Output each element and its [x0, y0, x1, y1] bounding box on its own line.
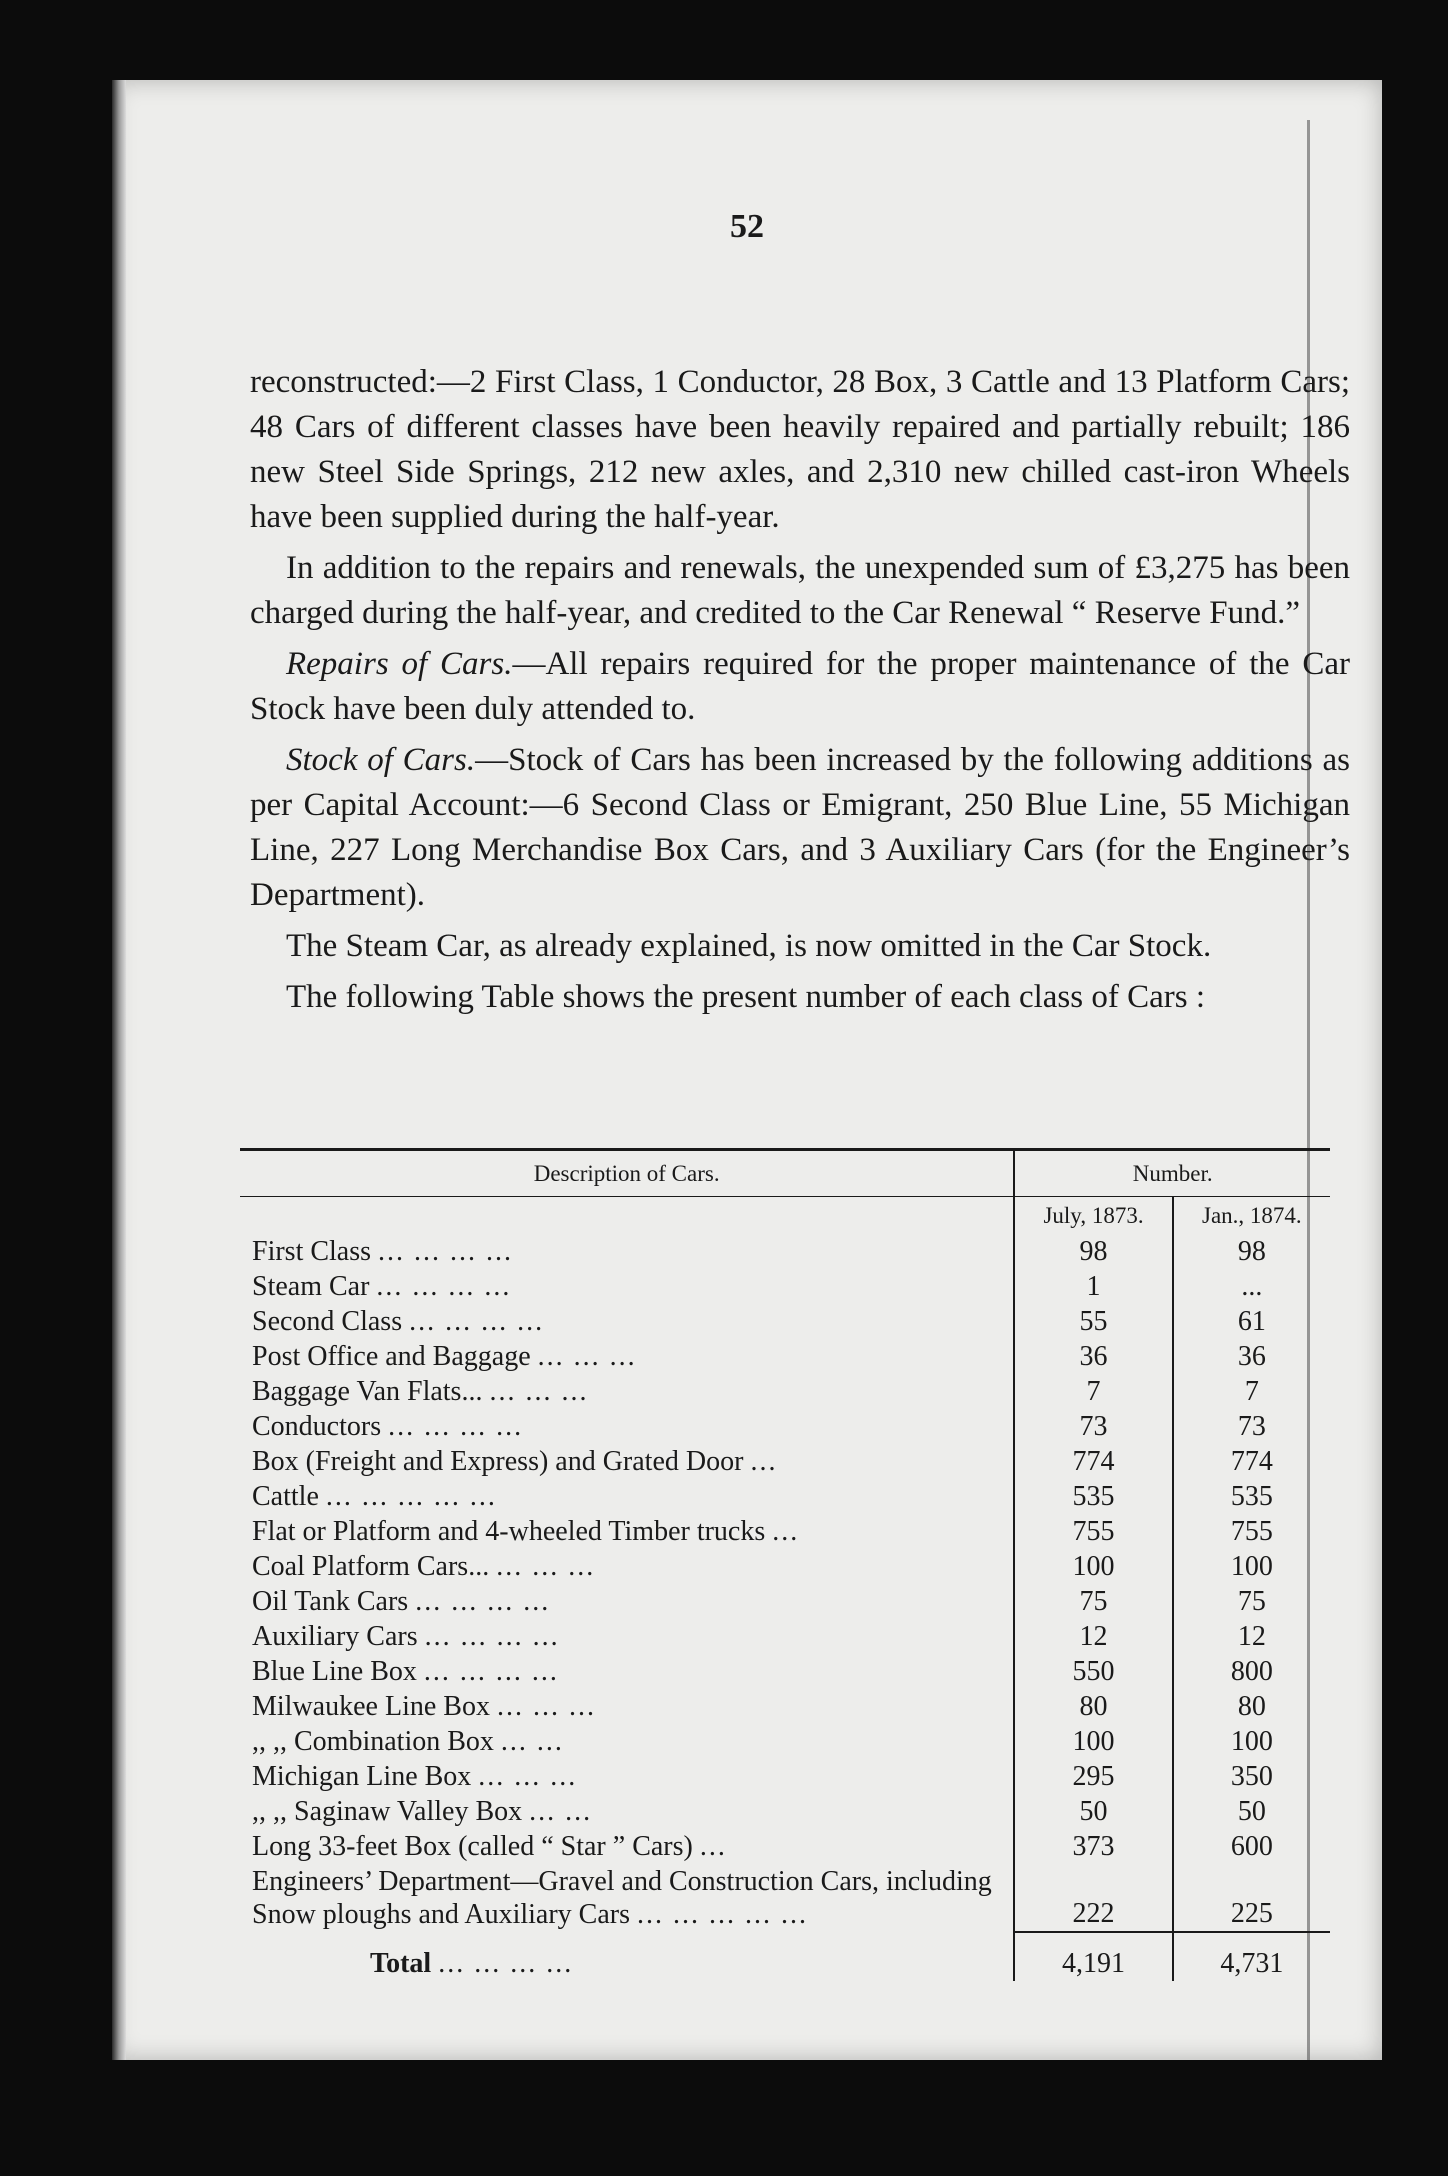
row-label: First Class	[252, 1236, 372, 1267]
row-july-1873: 73	[1014, 1409, 1172, 1444]
table-row	[240, 1759, 1330, 1794]
row-leader-dots: ... ... ...	[496, 1551, 596, 1582]
paragraph-steam-car: The Steam Car, as already explained, is now omitted in the Car Stock.	[286, 928, 1212, 964]
row-label: ,, ,, Saginaw Valley Box	[252, 1796, 523, 1827]
table-row	[240, 1269, 1330, 1304]
row-label: Second Class	[252, 1306, 403, 1337]
table-row	[240, 1584, 1330, 1619]
table-row	[240, 1864, 1330, 1932]
row-description	[240, 1759, 1014, 1794]
row-description	[240, 1269, 1014, 1304]
row-july-1873: 98	[1014, 1234, 1172, 1269]
body-text	[250, 360, 1350, 1026]
row-label: Michigan Line Box	[252, 1761, 472, 1792]
row-description	[240, 1654, 1014, 1689]
total-leader-dots: ... ... ... ...	[438, 1947, 574, 1979]
row-jan-1874: 36	[1173, 1339, 1330, 1374]
paragraph-repairs	[250, 642, 1350, 732]
row-jan-1874: 350	[1173, 1759, 1330, 1794]
table-row	[240, 1549, 1330, 1584]
table-row	[240, 1234, 1330, 1269]
row-july-1873: 50	[1014, 1794, 1172, 1829]
row-july-1873: 55	[1014, 1304, 1172, 1339]
row-jan-1874: 225	[1173, 1864, 1330, 1932]
row-july-1873: 373	[1014, 1829, 1172, 1864]
row-description	[240, 1514, 1014, 1549]
row-description	[240, 1794, 1014, 1829]
row-july-1873: 535	[1014, 1479, 1172, 1514]
row-leader-dots: ... ... ... ... ...	[325, 1481, 497, 1512]
table-row	[240, 1304, 1330, 1339]
row-description	[240, 1619, 1014, 1654]
row-leader-dots: ... ...	[529, 1796, 593, 1827]
table-row	[240, 1514, 1330, 1549]
row-description	[240, 1689, 1014, 1724]
row-description	[240, 1409, 1014, 1444]
repairs-heading: Repairs of Cars.	[286, 646, 513, 682]
row-jan-1874: 50	[1173, 1794, 1330, 1829]
row-leader-dots: ... ... ... ...	[423, 1656, 559, 1687]
row-jan-1874: 600	[1173, 1829, 1330, 1864]
page-edge	[112, 80, 126, 2060]
table-row	[240, 1689, 1330, 1724]
row-description	[240, 1584, 1014, 1619]
paragraph-reserve-fund: In addition to the repairs and renewals, the unexpended sum of £3,275 has been charged during the half-year, and credited to the Car Renewal “ Reserve Fund.”	[250, 550, 1350, 631]
row-jan-1874: ...	[1173, 1269, 1330, 1304]
row-jan-1874: 73	[1173, 1409, 1330, 1444]
table-row	[240, 1724, 1330, 1759]
row-july-1873: 550	[1014, 1654, 1172, 1689]
row-leader-dots: ...	[772, 1516, 800, 1547]
row-july-1873: 80	[1014, 1689, 1172, 1724]
row-label: Steam Car	[252, 1271, 370, 1302]
paragraph-reconstructed: reconstructed:—2 First Class, 1 Conductor, 28 Box, 3 Cattle and 13 Platform Cars; 48 Cars of different classes have been heavily repaired and partially rebuilt; 186 new Steel Side Springs, 212 new axles, and 2,310 new chilled cast-iron Wheels have been supplied during the half-year.	[250, 364, 1350, 535]
row-leader-dots: ...	[699, 1831, 727, 1862]
table-row	[240, 1654, 1330, 1689]
row-leader-dots: ... ... ... ...	[424, 1621, 560, 1652]
repairs-text: —All repairs required for the proper maintenance of the Car Stock have been duly attended to.	[250, 646, 1350, 727]
row-leader-dots: ... ... ...	[496, 1691, 596, 1722]
table-row	[240, 1444, 1330, 1479]
total-july-1873: 4,191	[1014, 1932, 1172, 1981]
row-jan-1874: 7	[1173, 1374, 1330, 1409]
paragraph-stock	[250, 738, 1350, 918]
number-header: Number.	[1014, 1150, 1330, 1197]
row-label: Conductors	[252, 1411, 382, 1442]
row-leader-dots: ... ... ...	[489, 1376, 589, 1407]
row-jan-1874: 61	[1173, 1304, 1330, 1339]
row-july-1873: 75	[1014, 1584, 1172, 1619]
row-july-1873: 1	[1014, 1269, 1172, 1304]
row-jan-1874: 774	[1173, 1444, 1330, 1479]
row-july-1873: 295	[1014, 1759, 1172, 1794]
row-july-1873: 755	[1014, 1514, 1172, 1549]
row-leader-dots: ...	[750, 1446, 778, 1477]
car-stock-table	[240, 1148, 1330, 1981]
total-row	[240, 1932, 1330, 1981]
row-leader-dots: ... ... ...	[537, 1341, 637, 1372]
desc-header: Description of Cars.	[240, 1150, 1014, 1197]
document-page	[112, 80, 1382, 2060]
row-label: Milwaukee Line Box	[252, 1691, 490, 1722]
row-leader-dots: ... ... ... ...	[378, 1236, 514, 1267]
row-label: Blue Line Box	[252, 1656, 417, 1687]
row-leader-dots: ... ... ... ...	[388, 1411, 524, 1442]
table-row	[240, 1339, 1330, 1374]
row-leader-dots: ... ...	[500, 1726, 564, 1757]
row-description	[240, 1374, 1014, 1409]
stock-text: —Stock of Cars has been increased by the following additions as per Capital Account:—6 Second Class or Emigrant, 250 Blue Line, 55 Michigan Line, 227 Long Merchandise Box Cars, and 3 Auxiliary Cars (for the Engineer’s Department).	[250, 742, 1350, 913]
table-row	[240, 1829, 1330, 1864]
row-leader-dots: ... ... ... ...	[409, 1306, 545, 1337]
table-subheader-row	[240, 1197, 1330, 1235]
row-jan-1874: 75	[1173, 1584, 1330, 1619]
row-leader-dots: ... ... ... ... ...	[637, 1899, 808, 1930]
row-jan-1874: 80	[1173, 1689, 1330, 1724]
row-description	[240, 1339, 1014, 1374]
row-jan-1874: 535	[1173, 1479, 1330, 1514]
row-leader-dots: ... ... ... ...	[415, 1586, 551, 1617]
row-label: Auxiliary Cars	[252, 1621, 418, 1652]
row-july-1873: 36	[1014, 1339, 1172, 1374]
row-label: Long 33-feet Box (called “ Star ” Cars)	[252, 1831, 693, 1862]
row-description	[240, 1444, 1014, 1479]
row-description	[240, 1724, 1014, 1759]
table-body	[240, 1234, 1330, 1981]
table-row	[240, 1479, 1330, 1514]
july-1873-header: July, 1873.	[1014, 1197, 1172, 1235]
row-label: Baggage Van Flats...	[252, 1376, 483, 1407]
stock-heading: Stock of Cars.	[286, 742, 476, 778]
table-row	[240, 1794, 1330, 1829]
row-july-1873: 222	[1014, 1864, 1172, 1932]
row-july-1873: 12	[1014, 1619, 1172, 1654]
row-label: Coal Platform Cars...	[252, 1551, 490, 1582]
row-jan-1874: 98	[1173, 1234, 1330, 1269]
row-jan-1874: 12	[1173, 1619, 1330, 1654]
row-description	[240, 1549, 1014, 1584]
row-label: Flat or Platform and 4-wheeled Timber trucks	[252, 1516, 766, 1547]
row-description	[240, 1829, 1014, 1864]
row-leader-dots: ... ... ...	[478, 1761, 578, 1792]
total-description	[240, 1932, 1014, 1981]
row-july-1873: 774	[1014, 1444, 1172, 1479]
row-description	[240, 1479, 1014, 1514]
row-jan-1874: 755	[1173, 1514, 1330, 1549]
row-label: Box (Freight and Express) and Grated Door	[252, 1446, 744, 1477]
row-description	[240, 1234, 1014, 1269]
row-july-1873: 100	[1014, 1724, 1172, 1759]
row-jan-1874: 800	[1173, 1654, 1330, 1689]
row-label: Cattle	[252, 1481, 319, 1512]
row-label: Engineers’ Department—Gravel and Construction Cars, including Snow ploughs and Auxiliary Cars	[252, 1866, 992, 1930]
paragraph-table-intro: The following Table shows the present number of each class of Cars :	[286, 979, 1206, 1015]
row-label: Post Office and Baggage	[252, 1341, 531, 1372]
table-row	[240, 1409, 1330, 1444]
row-jan-1874: 100	[1173, 1724, 1330, 1759]
table-header-row	[240, 1150, 1330, 1197]
page-number: 52	[730, 208, 764, 245]
row-jan-1874: 100	[1173, 1549, 1330, 1584]
row-label: ,, ,, Combination Box	[252, 1726, 494, 1757]
jan-1874-header: Jan., 1874.	[1173, 1197, 1330, 1235]
row-leader-dots: ... ... ... ...	[376, 1271, 512, 1302]
row-label: Oil Tank Cars	[252, 1586, 409, 1617]
row-description	[240, 1304, 1014, 1339]
row-july-1873: 100	[1014, 1549, 1172, 1584]
total-label: Total	[370, 1947, 432, 1979]
row-description	[240, 1864, 1014, 1932]
table-row	[240, 1619, 1330, 1654]
row-july-1873: 7	[1014, 1374, 1172, 1409]
total-jan-1874: 4,731	[1173, 1932, 1330, 1981]
table-row	[240, 1374, 1330, 1409]
